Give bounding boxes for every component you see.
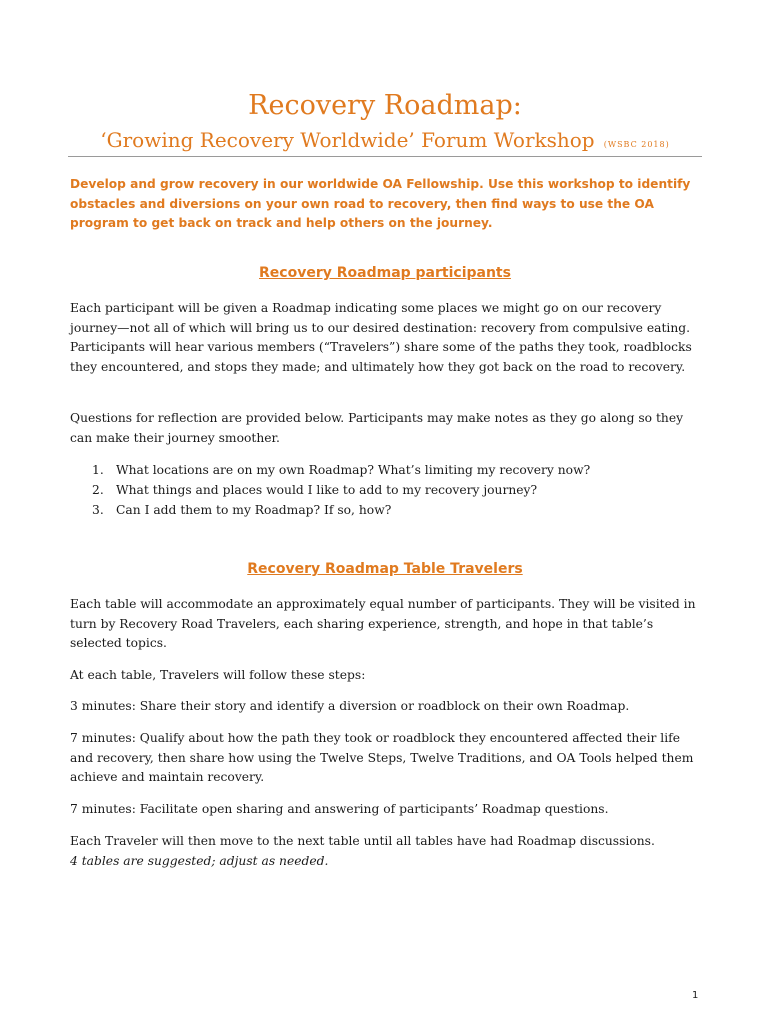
section-heading-travelers: Recovery Roadmap Table Travelers [247,561,523,577]
intro-paragraph: Develop and grow recovery in our worldwide OA Fellowship. Use this workshop to identify obstacles and diversions on your own road to recovery, then find ways to use the OA program to get back on track and help others on the journey. [70,177,691,230]
travelers-paragraph-1: Each table will accommodate an approximately equal number of participants. They will be visited in turn by Recovery Road Travelers, each sharing experience, strength, and hope in that table’s selected topics. [70,597,696,651]
step-7-minutes-facilitate: 7 minutes: Facilitate open sharing and answering of participants’ Roadmap questions. [70,802,609,816]
list-item [70,500,702,520]
closing-paragraph [70,832,702,871]
list-item-text: Can I add them to my Roadmap? If so, how? [116,503,392,517]
subtitle-row [68,128,702,157]
participants-paragraph-1: Each participant will be given a Roadmap indicating some places we might go on our recovery journey—not all of which will bring us to our desired destination: recovery from compulsive eating. Participants will hear various members (“Travelers”) share some of the paths they took, roadblocks they encountered, and stops they made; and ultimately how they got back on the road to recovery. [70,301,692,374]
step-3-minutes: 3 minutes: Share their story and identify a diversion or roadblock on their own Roadmap. [70,699,630,713]
section-heading-participants: Recovery Roadmap participants [259,265,511,281]
list-item-number: 2. [92,483,104,497]
list-item [70,460,702,480]
document-title: Recovery Roadmap: [248,90,522,121]
subtitle-note: (WSBC 2018) [603,140,670,149]
page-number: 1 [692,990,699,1001]
tables-note: 4 tables are suggested; adjust as needed. [70,853,329,868]
list-item-number: 1. [92,463,104,477]
closing-text: Each Traveler will then move to the next table until all tables have had Roadmap discussions. [70,834,655,848]
reflection-questions-list [70,460,702,520]
step-7-minutes-qualify: 7 minutes: Qualify about how the path they took or roadblock they encountered affected their life and recovery, then share how using the Twelve Steps, Twelve Traditions, and OA Tools helped them achieve and maintain recovery. [70,731,694,785]
document-subtitle: ‘Growing Recovery Worldwide’ Forum Workshop [100,128,595,152]
travelers-paragraph-2: At each table, Travelers will follow these steps: [70,668,366,682]
list-item-number: 3. [92,503,104,517]
list-item-text: What things and places would I like to add to my recovery journey? [116,483,538,497]
list-item-text: What locations are on my own Roadmap? What’s limiting my recovery now? [116,463,591,477]
participants-paragraph-2: Questions for reflection are provided below. Participants may make notes as they go along so they can make their journey smoother. [70,411,684,445]
list-item [70,480,702,500]
